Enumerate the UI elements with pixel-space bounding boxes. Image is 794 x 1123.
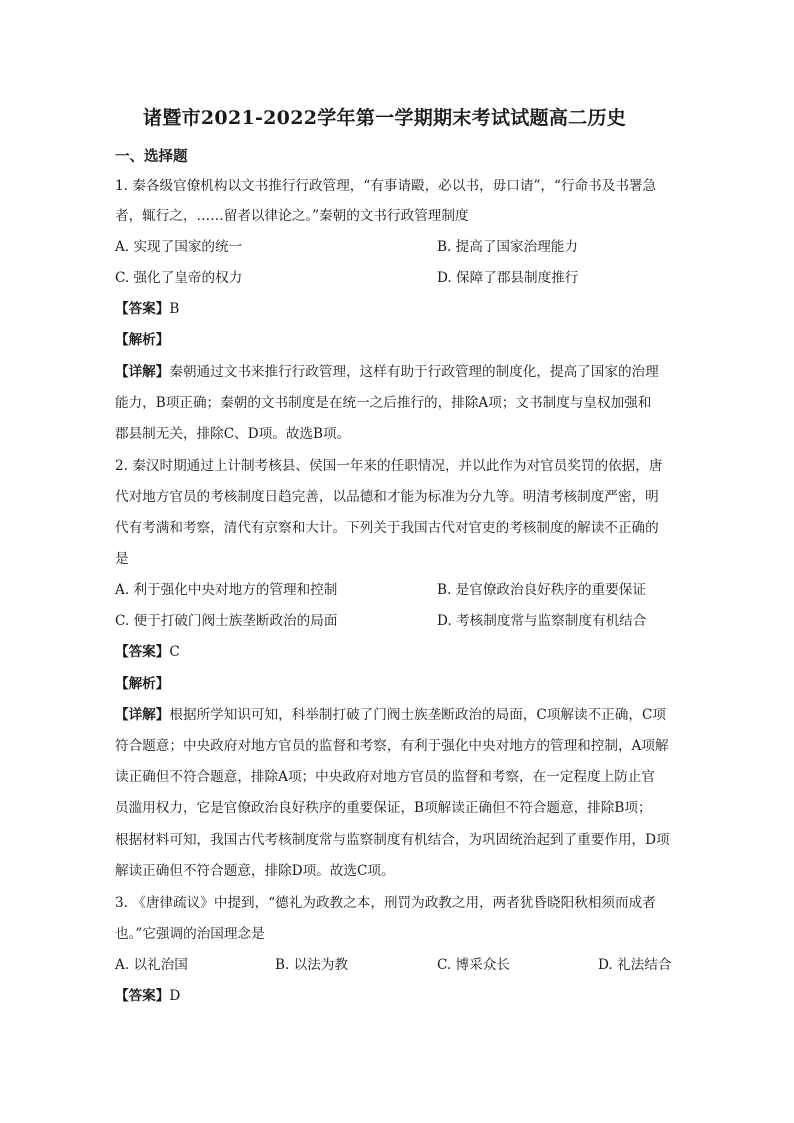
answer-value: D	[169, 988, 181, 1004]
answer-tag: 【答案】	[115, 301, 170, 317]
q2-stem-line-3: 代有考满和考察，清代有京察和大计。下列关于我国古代对官吏的考核制度的解读不正确的	[115, 520, 659, 536]
q3-option-a: A. 以礼治国	[115, 957, 188, 973]
q2-detail-line-5: 根据材料可知，我国古代考核制度常与监察制度有机结合，为巩固统治起到了重要作用，D项	[115, 832, 670, 848]
q1-option-d: D. 保障了郡县制度推行	[437, 270, 579, 286]
q1-answer	[115, 299, 685, 319]
q1-option-a: A. 实现了国家的统一	[115, 239, 243, 255]
q3-option-c: C. 博采众长	[437, 957, 510, 973]
q2-stem-line-4: 是	[115, 551, 129, 567]
q2-detail-line-4: 员滥用权力，它是官僚政治良好秩序的重要保证，B项解读正确但不符合题意，排除B项；	[115, 800, 652, 816]
page-title: 诸暨市2021-2022学年第一学期期末考试试题高二历史	[143, 107, 627, 129]
detail-tag: 【详解】	[115, 707, 170, 723]
section-heading: 一、选择题	[115, 148, 188, 165]
q3-stem-line-2: 也。”它强调的治国理念是	[115, 926, 265, 942]
detail-text: 秦朝通过文书来推行行政管理，这样有助于行政管理的制度化，提高了国家的治理	[169, 364, 659, 380]
q1-detail-line-3: 郡县制无关，排除C、D项。故选B项。	[115, 426, 351, 442]
q2-answer	[115, 642, 685, 662]
detail-tag: 【详解】	[115, 364, 170, 380]
q2-detail-line-1	[115, 705, 685, 725]
q1-detail-line-2: 能力，B项正确；秦朝的文书制度是在统一之后推行的，排除A项；文书制度与皇权加强和	[115, 395, 652, 411]
q2-option-a: A. 利于强化中央对地方的管理和控制	[115, 582, 338, 598]
q1-option-c: C. 强化了皇帝的权力	[115, 270, 243, 286]
q2-option-b: B. 是官僚政治良好秩序的重要保证	[437, 582, 646, 598]
q1-analysis-tag: 【解析】	[115, 332, 170, 348]
q2-detail-line-2: 符合题意；中央政府对地方官员的监督和考察，有利于强化中央对地方的管理和控制，A项解	[115, 738, 669, 754]
q2-stem-line-2: 代对地方官员的考核制度日趋完善，以品德和才能为标准为分九等。明清考核制度严密，明	[115, 489, 659, 505]
answer-tag: 【答案】	[115, 988, 170, 1004]
answer-tag: 【答案】	[115, 644, 170, 660]
q2-detail-line-6: 解读正确但不符合题意，排除D项。故选C项。	[115, 863, 395, 879]
answer-value: C	[169, 644, 180, 660]
q2-stem-line-1: 2. 秦汉时期通过上计制考核县、侯国一年来的任职情况，并以此作为对官员奖罚的依据，唐	[115, 458, 663, 474]
q3-answer	[115, 986, 685, 1006]
q3-option-b: B. 以法为教	[275, 957, 349, 973]
q2-detail-line-3: 读正确但不符合题意，排除A项；中央政府对地方官员的监督和考察，在一定程度上防止官	[115, 769, 655, 785]
q1-option-b: B. 提高了国家治理能力	[437, 239, 578, 255]
detail-text: 根据所学知识可知，科举制打破了门阀士族垄断政治的局面，C项解读不正确，C项	[169, 707, 666, 723]
q3-stem-line-1: 3. 《唐律疏议》中提到，“德礼为政教之本，刑罚为政教之用，两者犹昏晓阳秋相须而成者	[115, 895, 656, 911]
answer-value: B	[169, 301, 180, 317]
q2-option-d: D. 考核制度常与监察制度有机结合	[437, 613, 647, 629]
q2-option-c: C. 便于打破门阀士族垄断政治的局面	[115, 613, 338, 629]
q1-stem-line-2: 者，辄行之，……留者以律论之。”秦朝的文书行政管理制度	[115, 208, 469, 224]
q1-stem-line-1: 1. 秦各级官僚机构以文书推行行政管理，“有事请毆，必以书，毋口请”，“行命书及书署急	[115, 178, 657, 194]
q2-analysis-tag: 【解析】	[115, 676, 170, 692]
q3-option-d: D. 礼法结合	[598, 957, 672, 973]
q1-detail-line-1	[115, 362, 685, 382]
